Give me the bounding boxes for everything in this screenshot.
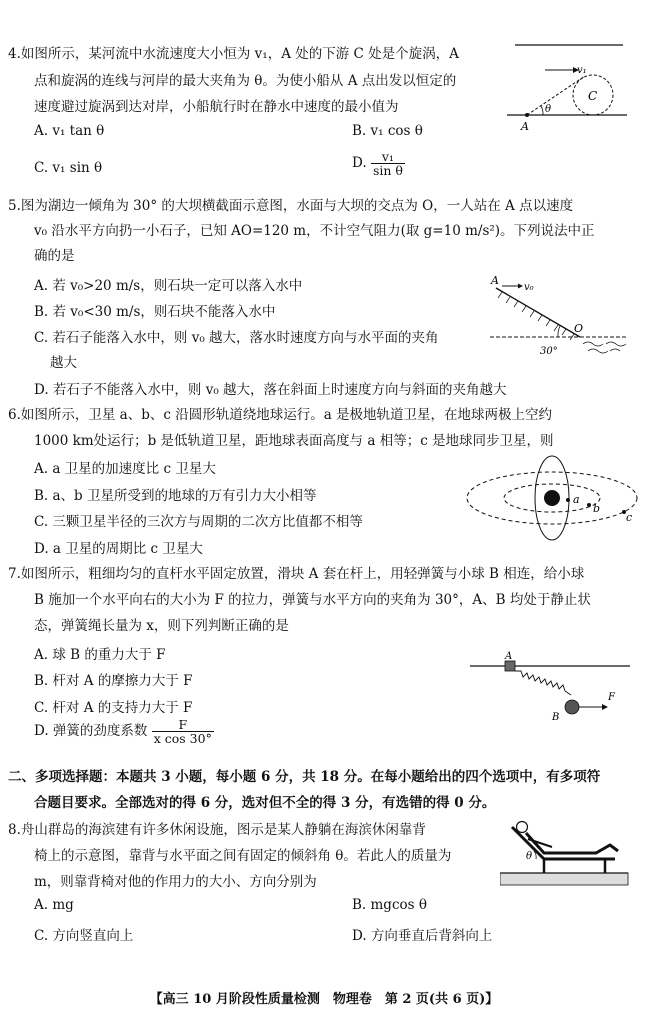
q7-option-d-numerator: F [152,718,214,732]
q5-stem-line-2: v₀ 沿水平方向扔一小石子，已知 AO=120 m，不计空气阻力(取 g=10 m/s²)。下列说法中正 [34,223,595,239]
q4-stem-line-3: 速度避过旋涡到达对岸，小船航行时在静水中速度的最小值为 [34,99,399,115]
q5-fig-v-label: v₀ [524,282,534,293]
q7-option-a: A. 球 B 的重力大于 F [34,647,166,663]
q4-option-b: B. v₁ cos θ [352,123,423,139]
q4-fig-theta-label: θ [545,104,552,115]
q5-stem-line-3: 确的是 [34,248,75,264]
q5-fig-angle-label: 30° [540,346,558,357]
q6-option-a: A. a 卫星的加速度比 c 卫星大 [34,461,216,477]
q7-spring-figure [468,650,633,725]
q7-option-d [34,718,214,745]
q7-stem-line-3: 态，弹簧绳长量为 x，则下列判断正确的是 [34,618,289,634]
q4-option-d [352,150,405,177]
q4-fig-v-label: v₁ [577,65,587,76]
q5-option-d: D. 若石子不能落入水中，则 v₀ 越大，落在斜面上时速度方向与斜面的夹角越大 [34,382,507,398]
q8-option-a: A. mg [34,897,74,913]
q5-option-b: B. 若 v₀<30 m/s，则石块不能落入水中 [34,304,276,320]
q8-stem-line-2: 椅上的示意图，靠背与水平面之间有固定的倾斜角 θ。若此人的质量为 [34,848,452,864]
section-2-line-1: 二、多项选择题：本题共 3 小题，每小题 6 分，共 18 分。在每小题给出的四个选项中，有多项符 [8,769,601,785]
q7-option-d-denominator: x cos 30° [153,731,212,746]
q6-satellite-figure [462,455,640,547]
q7-option-d-fraction [152,718,214,745]
q4-fig-c-label: C [588,89,598,103]
q6-stem-line-2: 1000 km处运行；b 是低轨道卫星，距地球表面高度与 a 相等；c 是地球同步卫星，则 [34,433,554,449]
q4-stem-line-2: 点和旋涡的连线与河岸的最大夹角为 θ。为使小船从 A 点出发以恒定的 [34,73,457,89]
q5-fig-a-label: A [491,274,499,287]
q4-river-figure [505,40,630,132]
q6-stem-line-1: 6.如图所示，卫星 a、b、c 沿圆形轨道绕地球运行。a 是极地轨道卫星，在地球两极上空约 [8,407,553,423]
q4-option-d-denominator: sin θ [372,163,403,178]
q6-fig-b-label: b [593,502,601,515]
q4-stem-line-1: 4.如图所示，某河流中水流速度大小恒为 v₁，A 处的下游 C 处是个旋涡，A [8,46,459,62]
q5-option-c-line-2: 越大 [50,355,77,371]
q6-fig-a-label: a [573,493,580,506]
q4-option-d-fraction [371,150,405,177]
q8-option-b: B. mgcos θ [352,897,427,913]
q4-option-c: C. v₁ sin θ [34,160,103,176]
q4-option-a: A. v₁ tan θ [34,123,105,139]
q5-fig-o-label: O [574,322,584,335]
q8-option-c: C. 方向竖直向上 [34,928,134,944]
q4-fig-a-label: A [521,120,529,132]
q7-stem-line-1: 7.如图所示，粗细均匀的直杆水平固定放置，滑块 A 套在杆上，用轻弹簧与小球 B 相连，给小球 [8,566,585,582]
q8-stem-line-1: 8.舟山群岛的海滨建有许多休闲设施，图示是某人静躺在海滨休闲靠背 [8,822,426,838]
q8-fig-theta-label: θ [526,851,533,862]
q7-fig-a-label: A [505,651,513,662]
section-2-line-2: 合题目要求。全部选对的得 6 分，选对但不全的得 3 分，有选错的得 0 分。 [34,795,496,811]
q7-option-b: B. 杆对 A 的摩擦力大于 F [34,673,193,689]
q5-option-c-line-1: C. 若石子能落入水中，则 v₀ 越大，落水时速度方向与水平面的夹角 [34,330,439,346]
q8-option-d: D. 方向垂直后背斜向上 [352,928,493,944]
q8-beach-chair-figure [500,815,630,890]
page-footer: 【高三 10 月阶段性质量检测 物理卷 第 2 页(共 6 页)】 [149,992,499,1007]
q6-option-c: C. 三颗卫星半径的三次方与周期的二次方比值都不相等 [34,514,363,530]
q5-option-a: A. 若 v₀>20 m/s，则石块一定可以落入水中 [34,278,303,294]
q6-fig-c-label: c [626,511,633,524]
q4-option-d-label: D. [352,155,367,171]
q5-dam-figure [488,270,633,362]
q7-stem-line-2: B 施加一个水平向右的大小为 F 的拉力，弹簧与水平方向的夹角为 30°，A、B 均处于静止状 [34,592,591,608]
q7-option-c: C. 杆对 A 的支持力大于 F [34,700,193,716]
q7-fig-b-label: B [552,712,560,723]
q4-option-d-numerator: v₁ [371,150,405,164]
q8-stem-line-3: m，则靠背椅对他的作用力的大小、方向分别为 [34,874,317,890]
q6-option-d: D. a 卫星的周期比 c 卫星大 [34,541,203,557]
q6-option-b: B. a、b 卫星所受到的地球的万有引力大小相等 [34,488,317,504]
q7-option-d-label: D. 弹簧的劲度系数 [34,723,148,739]
q7-fig-f-label: F [608,692,615,703]
q5-stem-line-1: 5.图为湖边一倾角为 30° 的大坝横截面示意图，水面与大坝的交点为 O，一人站在 A 点以速度 [8,198,574,214]
